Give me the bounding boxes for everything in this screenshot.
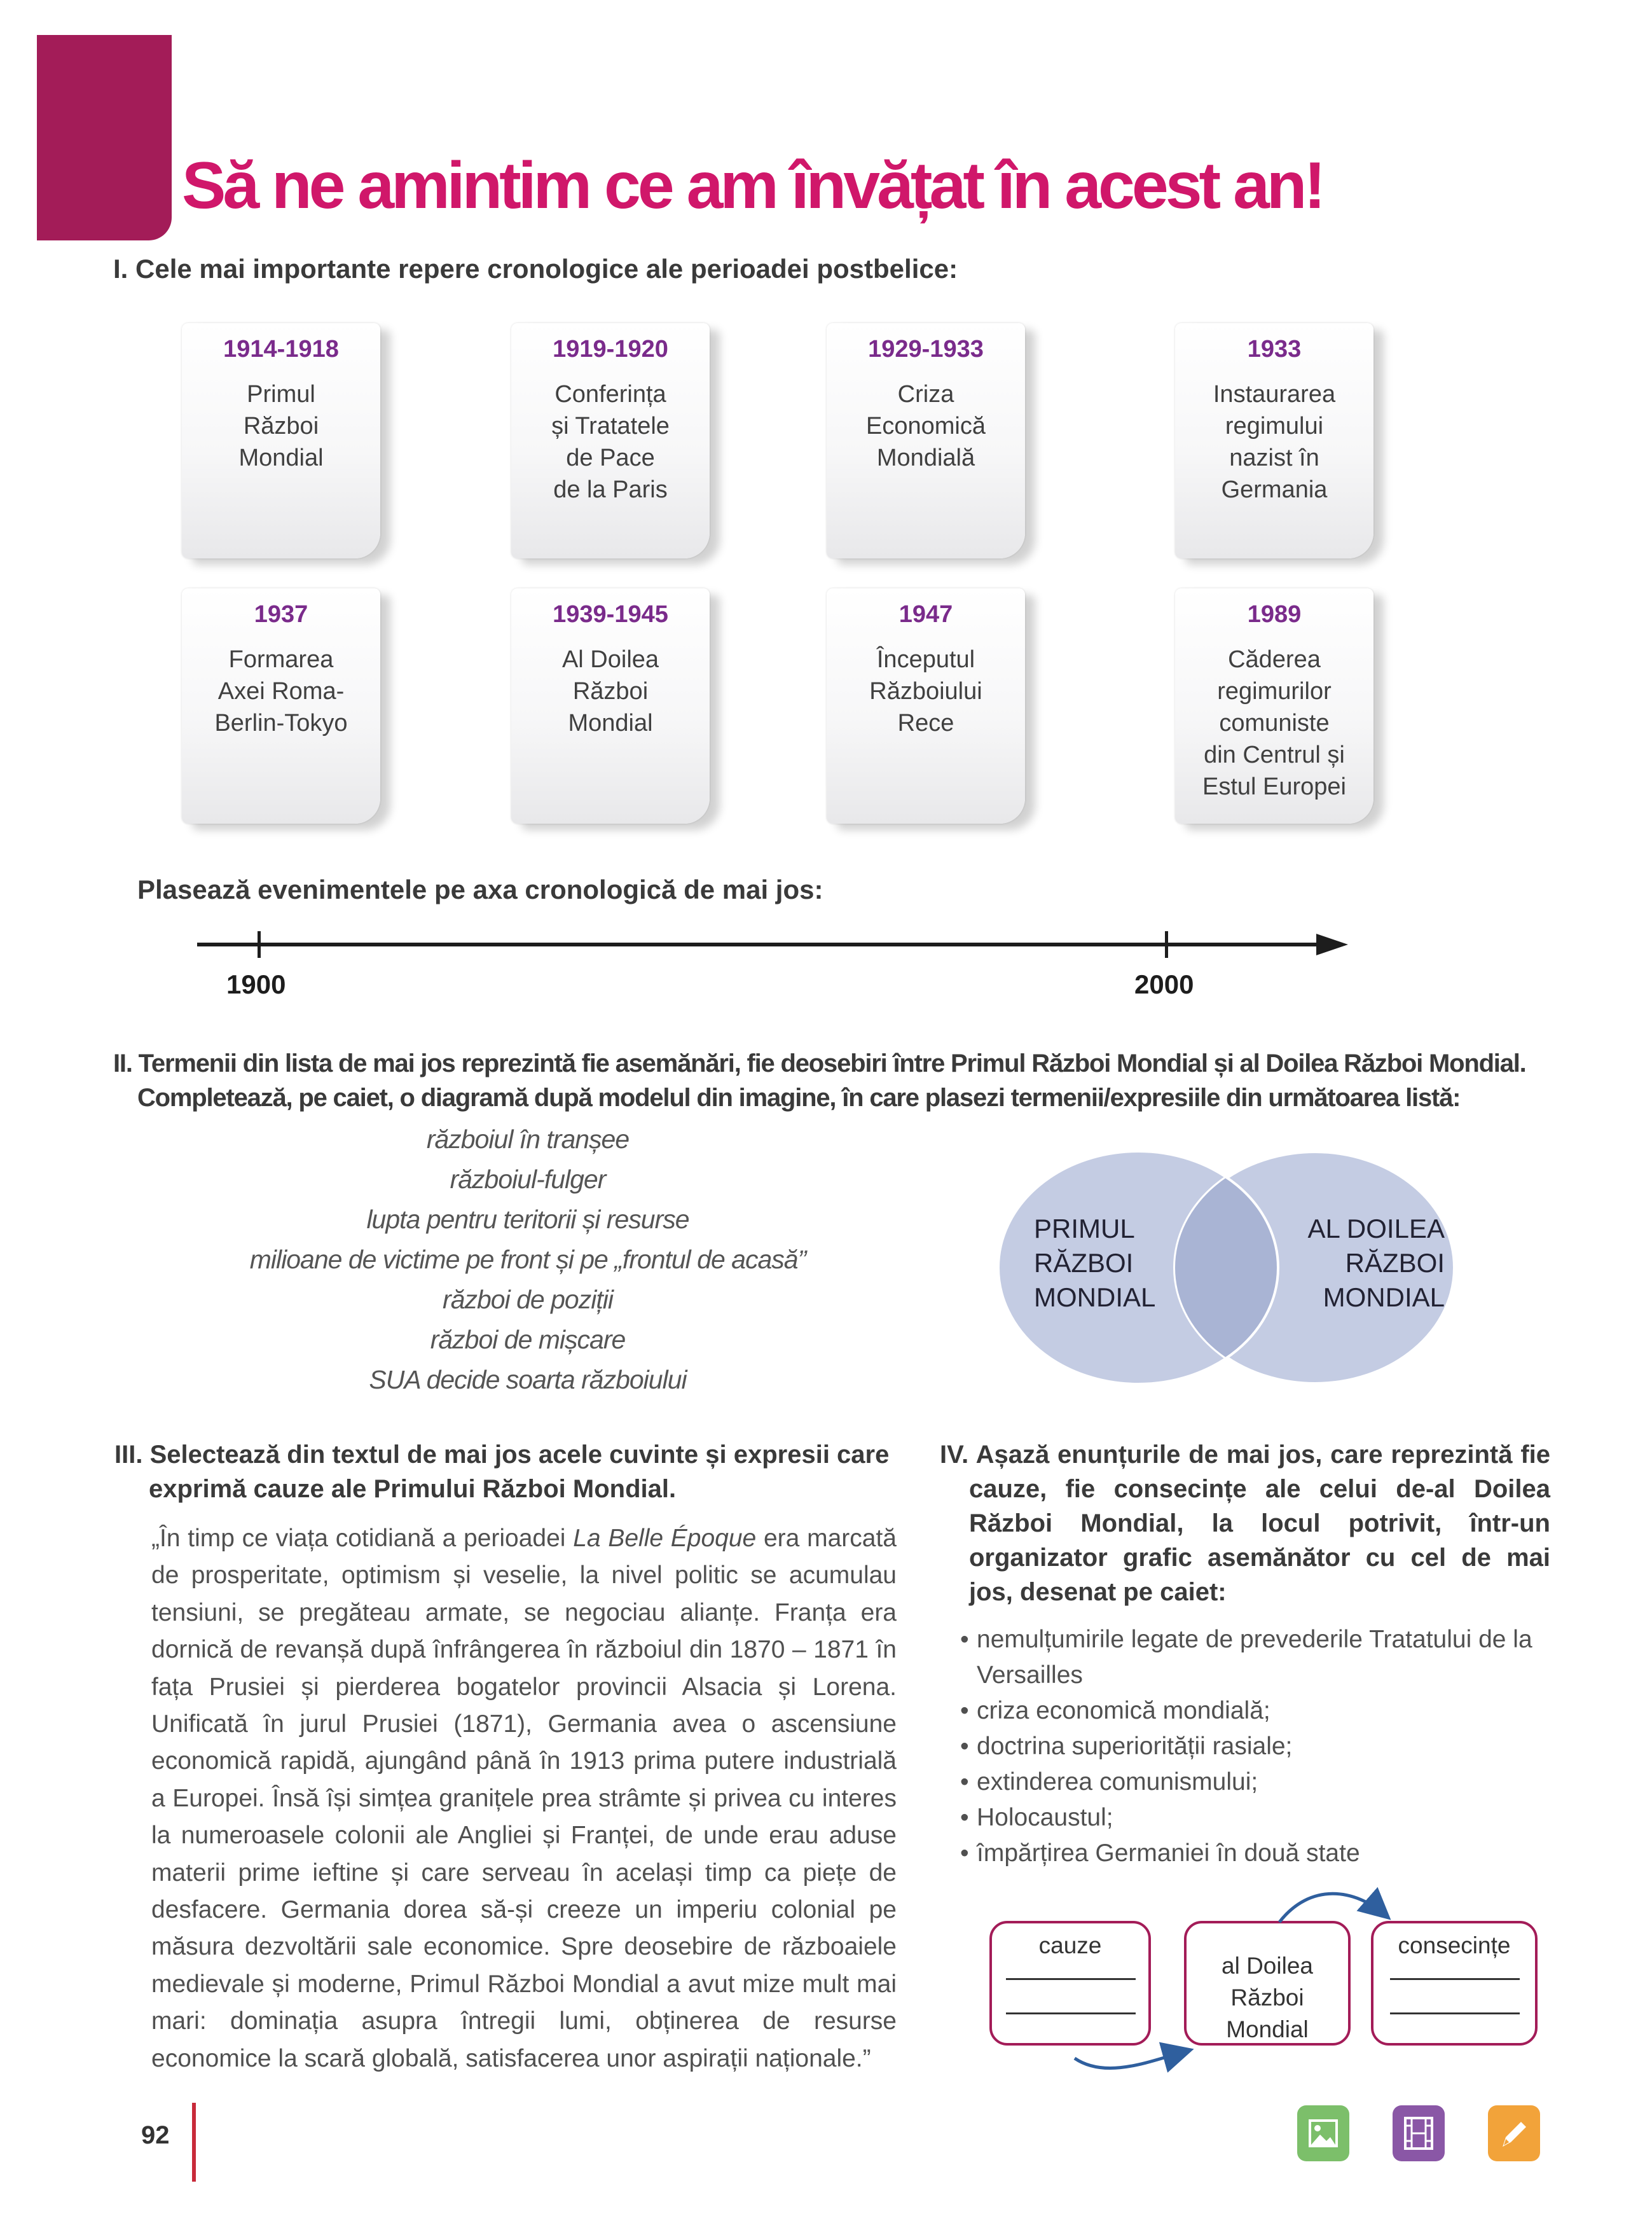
term-item: război de poziții xyxy=(443,1285,613,1314)
timeline-card xyxy=(1175,588,1373,824)
card-event xyxy=(182,644,380,739)
timeline-card xyxy=(511,323,710,558)
axis-instruction: Plasează evenimentele pe axa cronologică de mai jos: xyxy=(137,875,823,904)
list-item: • nemulțumirile legate de prevederile Tratatului de la Versailles xyxy=(977,1622,1562,1693)
film-glyph xyxy=(1393,2105,1445,2161)
card-event xyxy=(827,378,1025,474)
page-number-bar xyxy=(192,2103,196,2182)
section-3-heading: III. Selectează din textul de mai jos acele cuvinte și expresii care exprimă cauze ale Primului Război Mondial. xyxy=(114,1441,890,1503)
card-event-line: Mondială xyxy=(876,445,975,471)
card-event-line: Rece xyxy=(897,710,954,737)
card-event-line: din Centrul și xyxy=(1204,742,1345,768)
section-2-heading-line2: Completează, pe caiet, o diagramă după modelul din imagine, în care plasezi termenii/expresiile din următoarea listă: xyxy=(137,1084,1461,1112)
list-item: • doctrina superiorității rasiale; xyxy=(977,1729,1562,1764)
axis-tick-end xyxy=(1165,931,1168,958)
section-4-heading: IV. Așază enunțurile de mai jos, care reprezintă fie cauze, fie consecințe ale celui de-al Doilea Război Mondial, la locul potrivit, într-un organizator grafic asemănător cu cel de mai jos, desenat pe caiet: xyxy=(940,1441,1550,1606)
card-year: 1919-1920 xyxy=(553,336,668,363)
card-event xyxy=(182,378,380,474)
timeline-card xyxy=(1175,323,1373,558)
film-icon[interactable] xyxy=(1393,2105,1445,2161)
card-event-line: Germania xyxy=(1221,476,1328,503)
card-event-line: Căderea xyxy=(1228,646,1321,673)
list-item: • împărțirea Germaniei în două state xyxy=(977,1836,1562,1871)
list-item: • criza economică mondială; xyxy=(977,1693,1562,1729)
card-year: 1937 xyxy=(254,601,308,628)
card-event-line: Criza xyxy=(897,381,954,408)
card-event-line: Mondial xyxy=(238,445,324,471)
card-event-line: Berlin-Tokyo xyxy=(214,710,348,737)
card-event xyxy=(511,644,710,739)
term-item: SUA decide soarta războiului xyxy=(369,1365,687,1394)
page-title: Să ne amintim ce am învățat în acest an! xyxy=(182,149,1323,223)
card-event-line: Război xyxy=(243,413,319,440)
term-item: războiul în tranșee xyxy=(426,1125,630,1154)
section-1-heading: I. Cele mai importante repere cronologice ale perioadei postbelice: xyxy=(113,254,958,284)
card-year: 1939-1945 xyxy=(553,601,668,628)
term-item: milioane de victime pe front și pe „frontul de acasă” xyxy=(249,1245,806,1274)
organizer-center-label: al Doilea Război Mondial xyxy=(1222,1953,1313,2042)
axis-label-end: 2000 xyxy=(1134,969,1194,999)
card-event-line: regimurilor xyxy=(1217,678,1332,705)
card-year: 1933 xyxy=(1247,336,1302,363)
pencil-icon[interactable] xyxy=(1488,2105,1540,2161)
card-event-line: Formarea xyxy=(228,646,334,673)
card-event-line: Al Doilea xyxy=(561,646,659,673)
card-year: 1929-1933 xyxy=(868,336,984,363)
arrow-to-consequences-icon xyxy=(1279,1894,1386,1922)
card-event-line: și Tratatele xyxy=(551,413,670,440)
organizer-arrows xyxy=(1056,1870,1513,2074)
list-item: • extinderea comunismului; xyxy=(977,1764,1562,1800)
section-2-heading-line1: II. Termenii din lista de mai jos reprezintă fie asemănări, fie deosebiri între Primul Război Mondial și al Doilea Război Mondial. xyxy=(113,1049,1526,1077)
card-event xyxy=(1175,644,1373,803)
card-event-line: Instaurarea xyxy=(1213,381,1336,408)
quote-paragraph: „În timp ce viața cotidiană a perioadei La Belle Époque era marcată de prosperitate, optimism și veselie, la nivel politic se acumulau tensiuni, se pregăteau armate, se negociau alianțe. Franța era dornică de revanșă după înfrângerea în războiul din 1870 – 1871 în fața Prusiei și pierderea bogatelor provincii Alsacia și Lorena. Unificată în jurul Prusiei (1871), Germania avea o ascensiune economică rapidă, ajungând până în 1913 prima putere industrială a Europei. Însă își simțea granițele prea strâmte și privea cu interes la numeroasele colonii ale Angliei și Franței, de unde erau aduse materii prime ieftine și care serveau în același timp ca piețe de desfacere. Germania dorea să-și creeze un imperiu colonial pe măsura dezvoltării sale economice. Spre deosebire de războaiele medievale și moderne, Primul Război Mondial a avut mize mult mai mari: dominația asupra întregii lumi, obținerea de resurse economice la scară globală, satisfacerea unor aspirații naționale.” xyxy=(151,1525,897,2072)
card-event-line: Economică xyxy=(866,413,986,440)
card-event-line: Conferința xyxy=(554,381,666,408)
card-event-line: comuniste xyxy=(1219,710,1330,737)
image-icon[interactable] xyxy=(1297,2105,1349,2161)
card-event-line: regimului xyxy=(1225,413,1324,440)
venn-diagram xyxy=(998,1148,1456,1390)
term-item: lupta pentru teritorii și resurse xyxy=(366,1205,689,1234)
organizer-causes-label: cauze xyxy=(1038,1932,1102,1958)
card-event-line: de Pace xyxy=(566,445,655,471)
venn-right-label: AL DOILEA RĂZBOI MONDIAL xyxy=(1307,1214,1445,1312)
arrow-to-center-icon xyxy=(1075,2051,1188,2068)
organizer-consequences-label: consecințe xyxy=(1398,1932,1511,1958)
card-event xyxy=(511,378,710,506)
card-event-line: nazist în xyxy=(1229,445,1319,471)
card-year: 1989 xyxy=(1247,601,1302,628)
card-event-line: Războiului xyxy=(869,678,982,705)
timeline-card xyxy=(827,588,1025,824)
card-event xyxy=(827,644,1025,739)
axis-tick-start xyxy=(258,931,261,958)
axis-arrow-icon xyxy=(1316,934,1348,955)
timeline-card xyxy=(827,323,1025,558)
chapter-tab xyxy=(37,35,172,240)
card-event xyxy=(1175,378,1373,506)
card-event-line: Estul Europei xyxy=(1202,773,1346,800)
page-number: 92 xyxy=(141,2121,170,2149)
card-event-line: Război xyxy=(572,678,649,705)
card-year: 1914-1918 xyxy=(223,336,339,363)
timeline-card xyxy=(511,588,710,824)
term-item: război de mișcare xyxy=(430,1325,626,1354)
timeline-card xyxy=(182,588,380,824)
list-item: • Holocaustul; xyxy=(977,1800,1562,1836)
venn-left-label: PRIMUL RĂZBOI MONDIAL xyxy=(1034,1214,1156,1312)
image-glyph xyxy=(1297,2105,1349,2161)
card-event-line: Axei Roma- xyxy=(217,678,345,705)
timeline-axis xyxy=(197,943,1323,946)
card-event-line: Începutul xyxy=(876,646,975,673)
pencil-glyph xyxy=(1488,2105,1540,2161)
term-item: războiul-fulger xyxy=(450,1165,606,1194)
timeline-card xyxy=(182,323,380,558)
causes-consequences-list xyxy=(977,1622,1562,1871)
axis-label-start: 1900 xyxy=(226,969,286,999)
card-year: 1947 xyxy=(898,601,953,628)
card-event-line: de la Paris xyxy=(553,476,668,503)
card-event-line: Mondial xyxy=(568,710,653,737)
card-event-line: Primul xyxy=(247,381,315,408)
